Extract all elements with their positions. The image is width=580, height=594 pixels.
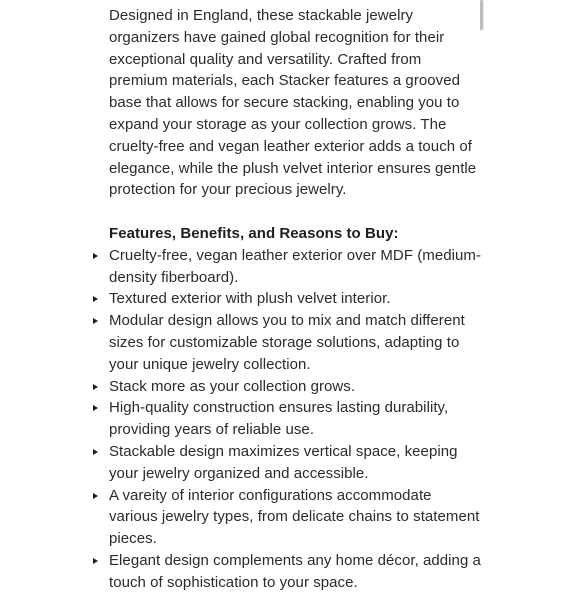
list-item [109,397,481,441]
feature-text: Elegant design complements any home décor, adding a touch of sophistication to your space. [109,551,481,591]
list-item [109,376,481,398]
feature-text: High-quality construction ensures lasting durability, providing years of reliable use. [109,399,449,439]
bullet-icon [93,253,98,259]
description-intro: Designed in England, these stackable jewelry organizers have gained global recognition for their exceptional quality and versatility. Crafted from premium materials, each Stacker features a grooved base that allows for secure stacking, enabling you to expand your storage as your collection grows. The cruelty-free and vegan leather exterior adds a touch of elegance, while the plush velvet interior ensures gentle protection for your precious jewelry. [109,7,477,199]
bullet-icon [93,405,98,411]
bullet-icon [93,384,98,390]
list-item [109,245,481,289]
feature-text: Modular design allows you to mix and match different sizes for customizable storage solutions, adapting to your unique jewelry collection. [109,312,465,373]
list-item [109,485,481,550]
feature-text: Cruelty-free, vegan leather exterior over MDF (medium-density fiberboard). [109,246,481,286]
feature-text: Textured exterior with plush velvet interior. [109,290,391,308]
scrollbar-track[interactable] [480,0,484,31]
feature-list [109,245,481,594]
bullet-icon [93,449,98,455]
list-item [109,550,481,594]
bullet-icon [93,296,98,302]
feature-text: Stack more as your collection grows. [109,377,356,395]
feature-text: Stackable design maximizes vertical space, keeping your jewelry organized and accessible. [109,442,458,482]
bullet-icon [93,493,98,499]
list-item [109,288,481,310]
feature-text: A vareity of interior configurations accommodate various jewelry types, from delicate chains to statement pieces. [109,486,480,548]
list-item [109,441,481,485]
list-item [109,310,481,375]
bullet-icon [93,558,98,564]
features-heading: Features, Benefits, and Reasons to Buy: [109,224,399,242]
scrollbar-thumb[interactable] [480,0,483,30]
bullet-icon [93,318,98,324]
product-description [109,5,481,594]
